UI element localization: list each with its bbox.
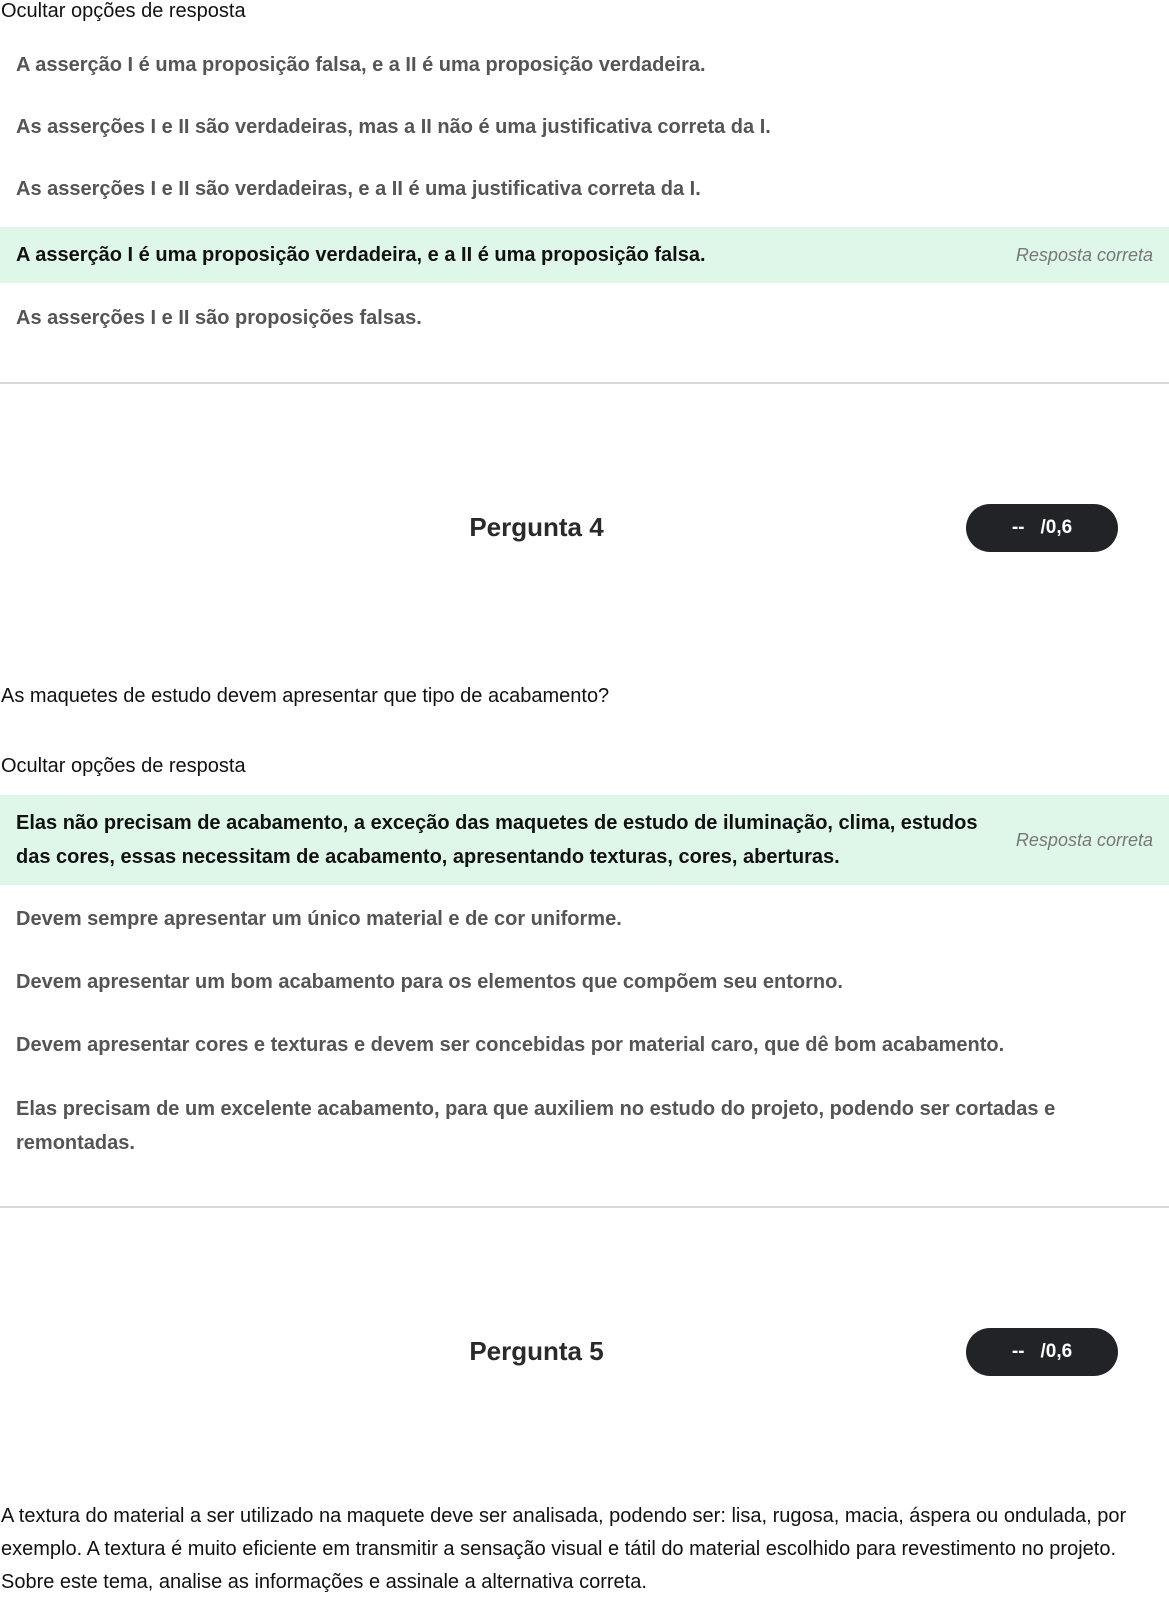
correct-answer-label: Resposta correta <box>1015 245 1153 265</box>
correct-answer-label: Resposta correta <box>1015 830 1153 850</box>
answer-option[interactable] <box>0 110 1169 144</box>
answer-option-text: As asserções I e II são proposições falsas. <box>16 307 422 329</box>
score-max: /0,6 <box>1040 517 1073 538</box>
answer-option[interactable] <box>0 1028 1169 1062</box>
answer-option[interactable] <box>0 965 1169 999</box>
section-divider <box>0 1206 1169 1208</box>
answer-option-text: Devem apresentar um bom acabamento para os elementos que compõem seu entorno. <box>16 971 843 993</box>
score-badge <box>966 1328 1118 1376</box>
answer-option-text: Devem apresentar cores e texturas e devem ser concebidas por material caro, que dê bom acabamento. <box>16 1034 1005 1056</box>
answer-option-correct[interactable] <box>0 795 1169 885</box>
answer-option[interactable] <box>0 172 1169 206</box>
score-max: /0,6 <box>1040 1341 1073 1362</box>
answer-option[interactable] <box>0 902 1169 936</box>
question-title: Pergunta 5 <box>469 1336 604 1366</box>
answer-option[interactable] <box>0 301 1169 335</box>
answer-option-text: A asserção I é uma proposição falsa, e a II é uma proposição verdadeira. <box>16 54 706 76</box>
section-divider <box>0 382 1169 384</box>
answer-option-text: Devem sempre apresentar um único material e de cor uniforme. <box>16 908 622 930</box>
question-title: Pergunta 4 <box>469 512 604 542</box>
hide-answer-options-link[interactable]: Ocultar opções de resposta <box>1 755 246 777</box>
hide-answer-options-link[interactable]: Ocultar opções de resposta <box>1 0 246 22</box>
answer-option[interactable] <box>0 48 1169 82</box>
answer-option-correct[interactable] <box>0 227 1169 283</box>
answer-option[interactable] <box>0 1092 1169 1160</box>
score-value: -- <box>1011 517 1025 538</box>
answer-option-text: A asserção I é uma proposição verdadeira, e a II é uma proposição falsa. <box>16 244 706 266</box>
score-badge <box>966 504 1118 552</box>
question-text: As maquetes de estudo devem apresentar que tipo de acabamento? <box>1 685 610 707</box>
answer-option-text: As asserções I e II são verdadeiras, mas a II não é uma justificativa correta da I. <box>16 116 771 138</box>
answer-option-text: Elas não precisam de acabamento, a exceção das maquetes de estudo de iluminação, clima, estudos das cores, essas necessitam de acabamento, apresentando texturas, cores, aberturas. <box>16 812 978 868</box>
score-value: -- <box>1011 1341 1025 1362</box>
answer-option-text: As asserções I e II são verdadeiras, e a II é uma justificativa correta da I. <box>16 178 701 200</box>
answer-option-text: Elas precisam de um excelente acabamento, para que auxiliem no estudo do projeto, podendo ser cortadas e remontadas. <box>16 1098 1056 1154</box>
question-text: A textura do material a ser utilizado na maquete deve ser analisada, podendo ser: lisa, rugosa, macia, áspera ou ondulada, por exemplo. A textura é muito eficiente em transmitir a sensação visual e tátil do material escolhido para revestimento no projeto. Sobre este tema, analise as informações e assinale a alternativa correta. <box>1 1505 1127 1593</box>
